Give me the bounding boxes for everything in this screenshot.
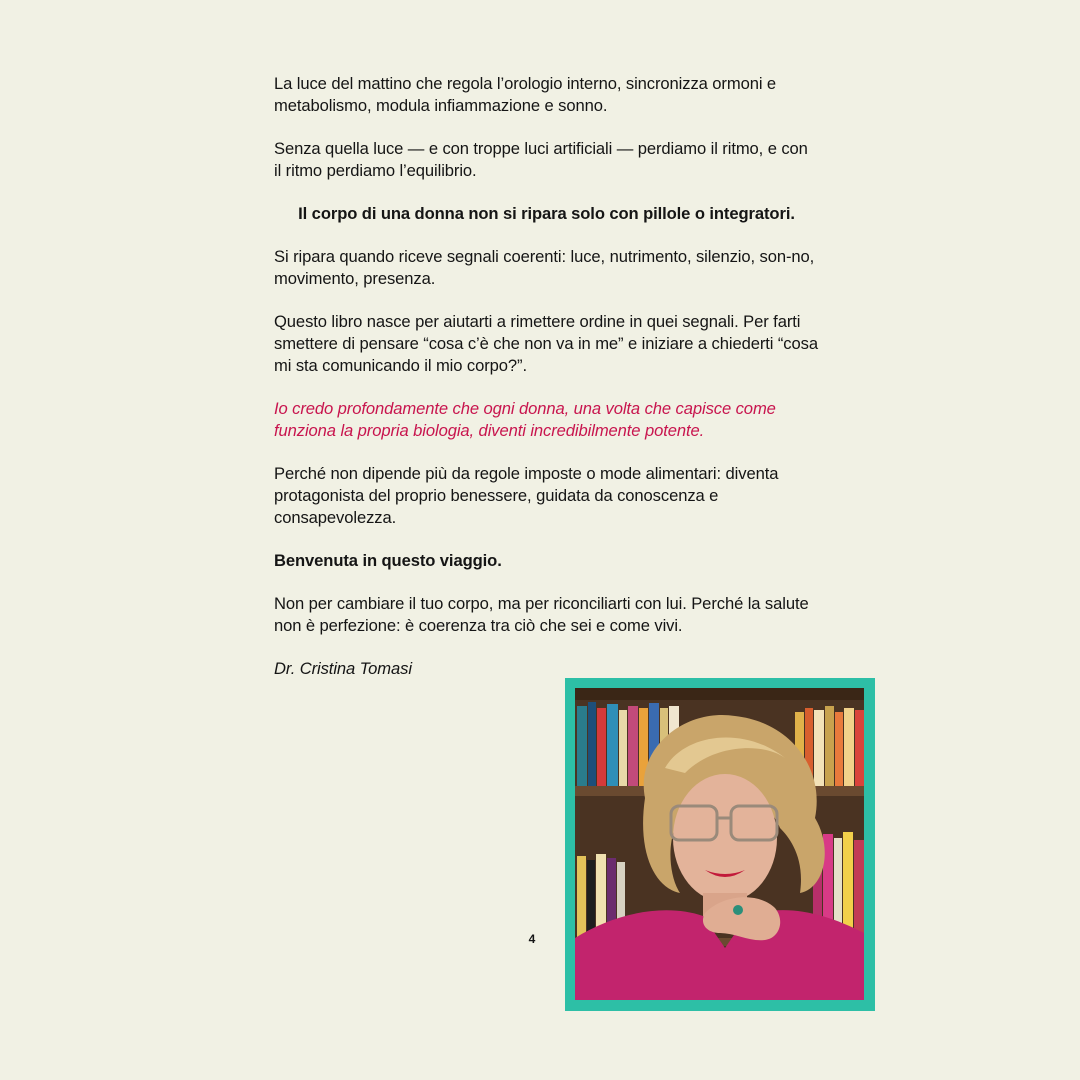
- author-photo: [575, 688, 864, 1000]
- paragraph-reconcile: Non per cambiare il tuo corpo, ma per riconciliarti con lui. Perché la salute non è perfezione: è coerenza tra ciò che sei e come vivi.: [274, 594, 809, 635]
- accent-quote: Io credo profondamente che ogni donna, una volta che capisce come funziona la propria biologia, diventi incredibilmente potente.: [274, 399, 776, 440]
- author-photo-frame: [565, 678, 875, 1011]
- paragraph-book-purpose: Questo libro nasce per aiutarti a rimettere ordine in quei segnali. Per farti smettere di pensare “cosa c’è che non va in me” e iniziare a chiederti “cosa mi sta comunicando il mio corpo?”.: [274, 312, 818, 375]
- paragraph-protagonist: Perché non dipende più da regole imposte o mode alimentari: diventa protagonista del proprio benessere, guidata da conoscenza e consapevolezza.: [274, 464, 779, 527]
- author-signature: Dr. Cristina Tomasi: [274, 659, 412, 678]
- page-number: 4: [528, 932, 536, 946]
- paragraph-morning-light: La luce del mattino che regola l’orologio interno, sincronizza ormoni e metabolismo, modula infiammazione e sonno.: [274, 74, 777, 115]
- welcome-line: Benvenuta in questo viaggio.: [274, 551, 502, 570]
- portrait-illustration: [575, 688, 864, 1000]
- paragraph-rhythm: Senza quella luce — e con troppe luci artificiali — perdiamo il ritmo, e con il ritmo perdiamo l’equilibrio.: [274, 139, 808, 180]
- highlight-statement: Il corpo di una donna non si ripara solo con pillole o integratori.: [298, 204, 795, 223]
- body-text: [274, 73, 819, 701]
- paragraph-signals: Si ripara quando riceve segnali coerenti: luce, nutrimento, silenzio, son-no, movimento, presenza.: [274, 247, 815, 288]
